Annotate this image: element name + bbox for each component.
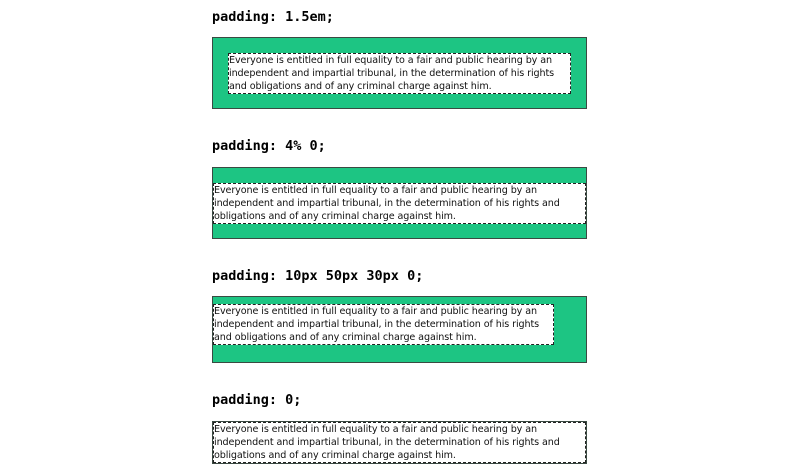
- padding-box-3: [212, 296, 587, 363]
- padding-box-1: [212, 37, 587, 109]
- example-heading-1: padding: 1.5em;: [212, 9, 334, 25]
- padding-box-2: [212, 167, 587, 239]
- example-paragraph-2: Everyone is entitled in full equality to a fair and public hearing by an independent and impartial tribunal, in the determination of his rights and obligations and of any criminal charge against him.: [213, 183, 586, 224]
- example-paragraph-3: Everyone is entitled in full equality to a fair and public hearing by an independent and impartial tribunal, in the determination of his rights and obligations and of any criminal charge against him.: [213, 304, 554, 345]
- example-paragraph-4: Everyone is entitled in full equality to a fair and public hearing by an independent and impartial tribunal, in the determination of his rights and obligations and of any criminal charge against him.: [213, 422, 586, 463]
- example-heading-2: padding: 4% 0;: [212, 138, 326, 154]
- example-heading-4: padding: 0;: [212, 392, 302, 408]
- padding-box-4: [212, 421, 587, 464]
- example-paragraph-1: Everyone is entitled in full equality to a fair and public hearing by an independent and impartial tribunal, in the determination of his rights and obligations and of any criminal charge against him.: [228, 53, 571, 94]
- example-heading-3: padding: 10px 50px 30px 0;: [212, 268, 424, 284]
